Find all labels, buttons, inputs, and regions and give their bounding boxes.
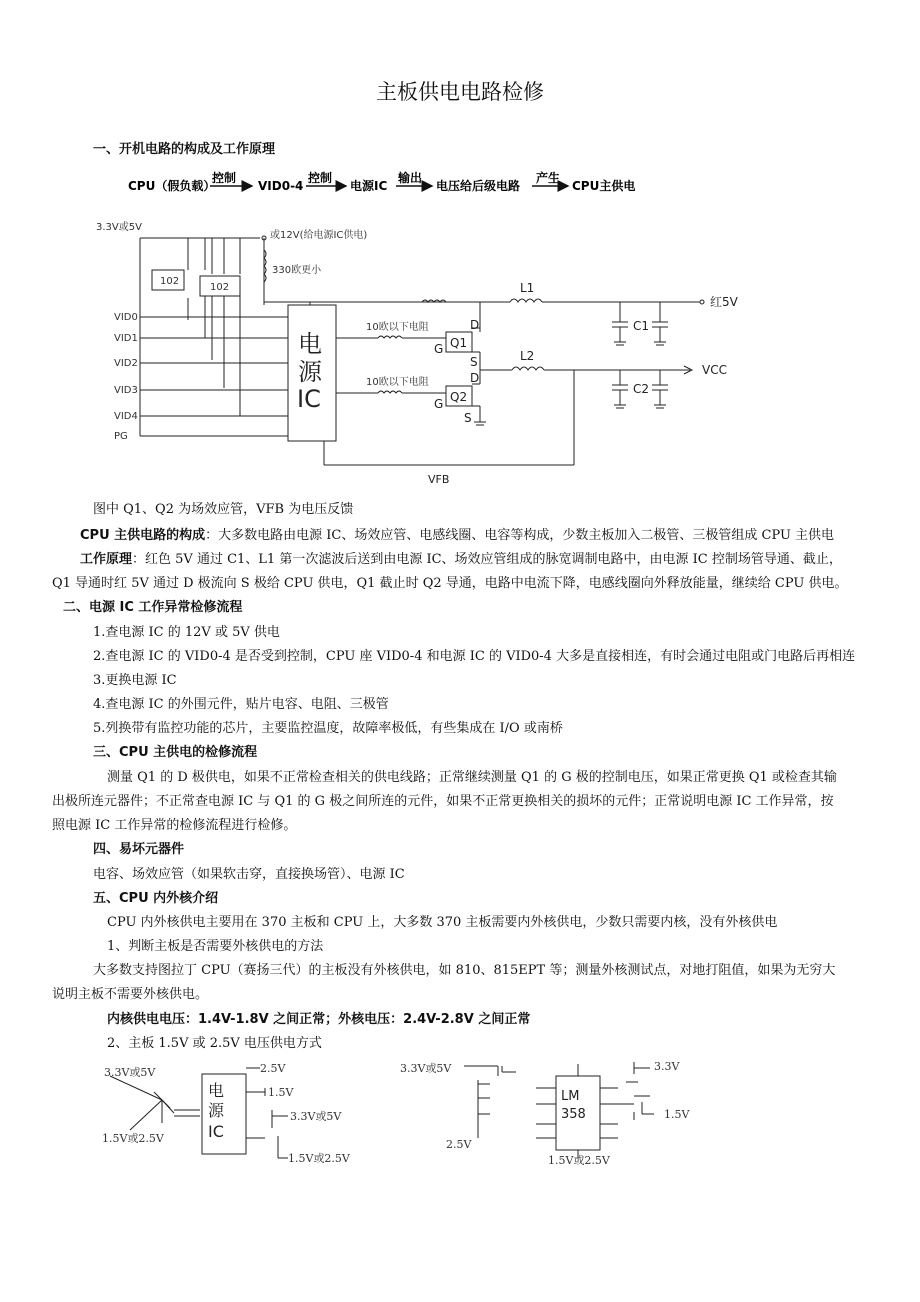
lm358-supply-diagram xyxy=(398,1058,718,1173)
flow-ic: 电源IC xyxy=(350,179,388,193)
power-ic-supply-diagram xyxy=(90,1058,390,1173)
q1-d: D xyxy=(470,318,480,332)
circuit-vin-label: 3.3V或5V xyxy=(96,222,142,233)
pin-vid0: VID0 xyxy=(114,312,138,323)
c1-label: C1 xyxy=(633,319,650,333)
d2-1v5-label: 1.5V xyxy=(268,1086,294,1099)
q2-s: S xyxy=(464,411,472,425)
work-text-1: ：红色 5V 通过 C1、L1 第一次滤波后送到由电源 IC、场效应管组成的脉宽调制电路中，由电源 IC 控制场管导通、截止， xyxy=(132,552,842,567)
flow-arrow-label-2: 控制 xyxy=(308,171,333,185)
red-5v-label: 红5V xyxy=(710,295,738,309)
s5-sub-2: 2、主板 1.5V 或 2.5V 电压供电方式 xyxy=(107,1036,322,1051)
work-principle-paragraph xyxy=(80,551,842,569)
section-1-heading: 一、开机电路的构成及工作原理 xyxy=(93,142,276,157)
d3-2v5-label: 2.5V xyxy=(446,1138,472,1151)
ic-label-2: 源 xyxy=(298,358,322,386)
flow-cpu: CPU（假负载） xyxy=(128,179,216,193)
l1-label: L1 xyxy=(520,281,535,295)
page-title: 主板供电电路检修 xyxy=(376,80,544,104)
q2-label: Q2 xyxy=(450,390,468,404)
s5-para-2: 说明主板不需要外核供电。 xyxy=(52,987,209,1002)
s2-item-3: 3.更换电源 IC xyxy=(93,673,177,688)
s3-line-3: 照电源 IC 工作异常的检修流程进行检修。 xyxy=(52,818,297,833)
section-3-heading: 三、CPU 主供电的检修流程 xyxy=(93,745,258,760)
s2-item-5: 5.列换带有监控功能的芯片，主要监控温度，故障率极低，有些集成在 I/O 或南桥 xyxy=(93,721,563,736)
vfb-label: VFB xyxy=(428,473,450,486)
pin-vid2: VID2 xyxy=(114,358,138,369)
s3-line-2: 出极所连元器件；不正常查电源 IC 与 Q1 的 G 极之间所连的元件，如果不正常更换相关的损坏的元件；正常说明电源 IC 工作异常，按 xyxy=(52,794,834,809)
lm-label: LM xyxy=(561,1089,580,1104)
q1-label: Q1 xyxy=(450,336,468,350)
flow-vout: 电压给后级电路 xyxy=(436,179,521,193)
s3-line-1: 测量 Q1 的 D 极供电，如果不正常检查相关的供电线路；正常继续测量 Q1 的 G 极的控制电压，如果正常更换 Q1 或检查其输 xyxy=(107,770,837,785)
pin-vid3: VID3 xyxy=(114,385,138,396)
q2-g: G xyxy=(434,397,444,411)
resistor-label-1: 10欧以下电阻 xyxy=(366,322,429,333)
section-4-heading: 四、易坏元器件 xyxy=(93,842,185,857)
s2-item-4: 4.查电源 IC 的外围元件，贴片电容、电阻、三极管 xyxy=(93,697,389,712)
flow-arrow-label-4: 产生 xyxy=(536,171,561,185)
work-text-2: Q1 导通时红 5V 通过 D 极流向 S 极给 CPU 供电，Q1 截止时 Q2 导通，电路中电流下降，电感线圈向外释放能量，继续给 CPU 供电。 xyxy=(52,576,848,591)
resistor-label-2: 10欧以下电阻 xyxy=(366,377,429,388)
q1-s: S xyxy=(470,355,478,369)
d3-3v3-label: 3.3V xyxy=(654,1060,680,1073)
ic-label-3: IC xyxy=(297,385,321,413)
composition-paragraph xyxy=(80,527,834,545)
composition-label: CPU 主供电路的构成 xyxy=(80,528,206,543)
control-flow-chain xyxy=(0,165,920,205)
flow-arrow-label-1: 控制 xyxy=(212,171,237,185)
s2-item-1: 1.查电源 IC 的 12V 或 5V 供电 xyxy=(93,625,280,640)
pin-vid4: VID4 xyxy=(114,411,138,422)
circuit-caption: 图中 Q1、Q2 为场效应管，VFB 为电压反馈 xyxy=(93,502,354,517)
power-circuit-diagram xyxy=(0,210,920,495)
vcc-label: VCC xyxy=(702,363,727,377)
pin-vid1: VID1 xyxy=(114,333,138,344)
section-2-heading: 二、电源 IC 工作异常检修流程 xyxy=(63,600,243,615)
pin-pg: PG xyxy=(114,431,128,442)
circuit-12v-label: 或12V(给电源IC供电) xyxy=(270,230,368,241)
q2-d: D xyxy=(470,371,480,385)
q1-g: G xyxy=(434,342,444,356)
flow-vid: VID0-4 xyxy=(258,179,304,193)
circuit-330-label: 330欧更小 xyxy=(272,265,322,276)
flow-arrow-label-3: 输出 xyxy=(398,171,423,185)
d2-ic-label-1: 电 xyxy=(208,1081,225,1100)
section-5-heading: 五、CPU 内外核介绍 xyxy=(93,891,219,906)
d2-ic-label-2: 源 xyxy=(208,1101,225,1120)
lm-358-label: 358 xyxy=(561,1107,586,1122)
work-label: 工作原理 xyxy=(80,552,133,567)
s2-item-2: 2.查电源 IC 的 VID0-4 是否受到控制，CPU 座 VID0-4 和电源 IC 的 VID0-4 大多是直接相连，有时会通过电阻或门电路后再相连 xyxy=(93,649,856,664)
d3-vout-label: 1.5V或2.5V xyxy=(548,1154,610,1167)
c2-label: C2 xyxy=(633,382,650,396)
ic-label-1: 电 xyxy=(298,330,322,358)
s5-sub-1: 1、判断主板是否需要外核供电的方法 xyxy=(107,939,324,954)
d2-2v5-label: 2.5V xyxy=(260,1062,286,1075)
d2-vout-label: 1.5V或2.5V xyxy=(102,1132,164,1145)
voltage-range-note: 内核供电电压：1.4V-1.8V 之间正常；外核电压：2.4V-2.8V 之间正常 xyxy=(107,1012,531,1027)
l2-label: L2 xyxy=(520,349,535,363)
d3-vin-label: 3.3V或5V xyxy=(400,1062,452,1075)
flow-main: CPU主供电 xyxy=(572,179,636,193)
d3-1v5-label: 1.5V xyxy=(664,1108,690,1121)
d2-vout2-label: 1.5V或2.5V xyxy=(288,1152,350,1165)
resistor-102-a: 102 xyxy=(160,276,180,287)
s4-text: 电容、场效应管（如果软击穿，直接换场管）、电源 IC xyxy=(93,867,405,882)
d2-vin-label: 3.3V或5V xyxy=(104,1066,156,1079)
composition-text: ：大多数电路由电源 IC、场效应管、电感线圈、电容等构成，少数主板加入二极管、三极管组成 CPU 主供电 xyxy=(205,528,835,543)
d2-ic-label-3: IC xyxy=(208,1122,224,1141)
s5-para-1: 大多数支持图拉丁 CPU（赛扬三代）的主板没有外核供电，如 810、815EPT 等；测量外核测试点，对地打阻值，如果为无穷大 xyxy=(93,963,836,978)
d2-vin2-label: 3.3V或5V xyxy=(290,1110,342,1123)
resistor-102-b: 102 xyxy=(210,282,230,293)
s5-intro: CPU 内外核供电主要用在 370 主板和 CPU 上，大多数 370 主板需要内外核供电，少数只需要内核，没有外核供电 xyxy=(107,915,778,930)
